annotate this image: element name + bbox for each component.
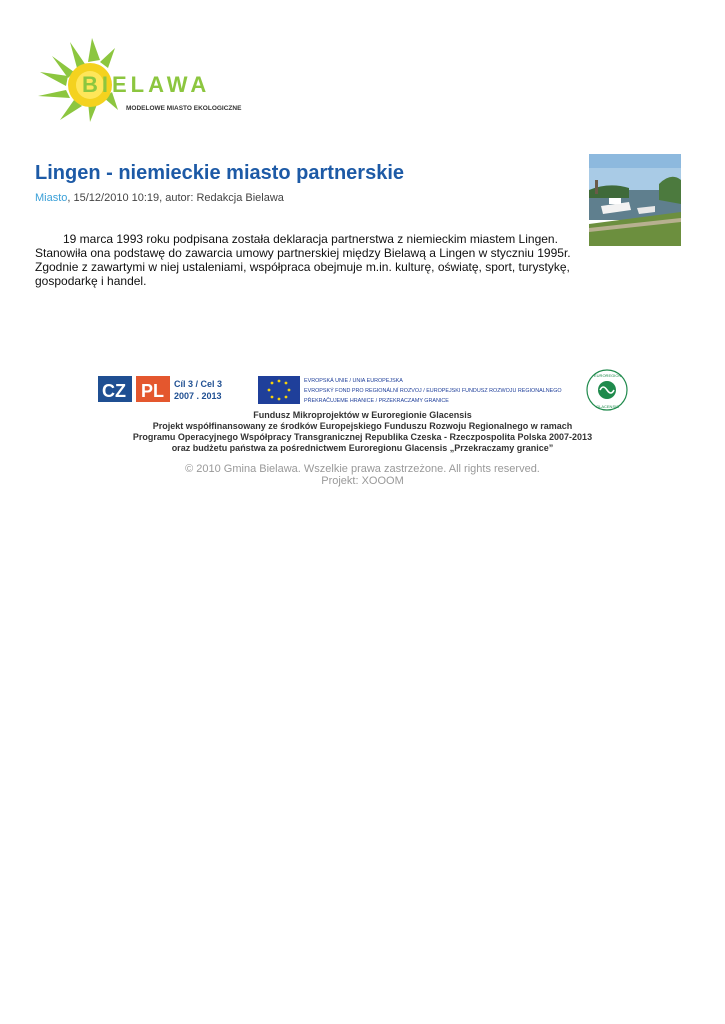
cz-pl-logo (98, 376, 222, 402)
euroregion-glacensis-logo (587, 370, 627, 410)
category-link[interactable]: Miasto (35, 192, 68, 204)
article-date-author: , 15/12/2010 10:19, autor: Redakcja Bielawa (67, 192, 284, 204)
bielawa-logo[interactable] (30, 30, 255, 130)
sponsor-line-3: Programu Operacyjnego Współpracy Transgranicznej Republika Czeska - Rzeczpospolita Polska 2007-2013 (132, 432, 593, 442)
eu-text-line-3: PŘEKRAČUJEME HRANICE / PRZEKRACZAMY GRANICE (304, 398, 449, 404)
footer (90, 463, 635, 487)
sponsor-line-4: oraz budżetu państwa za pośrednictwem Euroregionu Glacensis „Przekraczamy granice” (171, 443, 554, 453)
article-title: Lingen - niemieckie miasto partnerskie (35, 162, 405, 184)
eu-text-line-1: EVROPSKÁ UNIE / UNIA EUROPEJSKA (304, 378, 403, 384)
svg-text:EUROREGION: EUROREGION (594, 373, 622, 378)
logo-name: BIELAWA (82, 72, 211, 97)
design-credit: Projekt: XOOOM (321, 475, 404, 487)
eu-text-line-2: EVROPSKÝ FOND PRO REGIONÁLNÍ ROZVOJ / EUROPEJSKI FUNDUSZ ROZWOJU REGIONALNEGO (304, 388, 562, 394)
svg-text:Cíl 3 / Cel 3: Cíl 3 / Cel 3 (174, 379, 223, 389)
copyright: © 2010 Gmina Bielawa. Wszelkie prawa zastrzeżone. All rights reserved. (185, 463, 540, 475)
article-meta (35, 192, 284, 204)
sponsor-notice (90, 410, 635, 454)
logo-tagline: MODELOWE MIASTO EKOLOGICZNE (126, 105, 242, 112)
sponsor-line-1: Fundusz Mikroprojektów w Euroregionie Glacensis (253, 410, 472, 420)
article-body: 19 marca 1993 roku podpisana została deklaracja partnerstwa z niemieckim miastem Lingen. Stanowiła ona podstawę do zawarcia umowy partnerskiej między Bielawą a Lingen w styczniu 1995r. Zgodnie z zawartymi w niej ustaleniami, współpraca obejmuje m.in. kulturę, oświatę, sport, turystykę, gospodarkę i handel. (35, 232, 571, 288)
eu-flag-icon (258, 376, 300, 404)
svg-text:CZ: CZ (102, 381, 126, 401)
article-photo[interactable] (589, 154, 681, 246)
svg-text:2007 . 2013: 2007 . 2013 (174, 391, 222, 401)
svg-text:GLACENSIS: GLACENSIS (596, 404, 619, 409)
sponsor-logos (96, 368, 632, 414)
svg-text:PL: PL (141, 381, 165, 401)
sponsor-line-2: Projekt współfinansowany ze środków Europejskiego Funduszu Rozwoju Regionalnego w ramach (152, 421, 573, 431)
